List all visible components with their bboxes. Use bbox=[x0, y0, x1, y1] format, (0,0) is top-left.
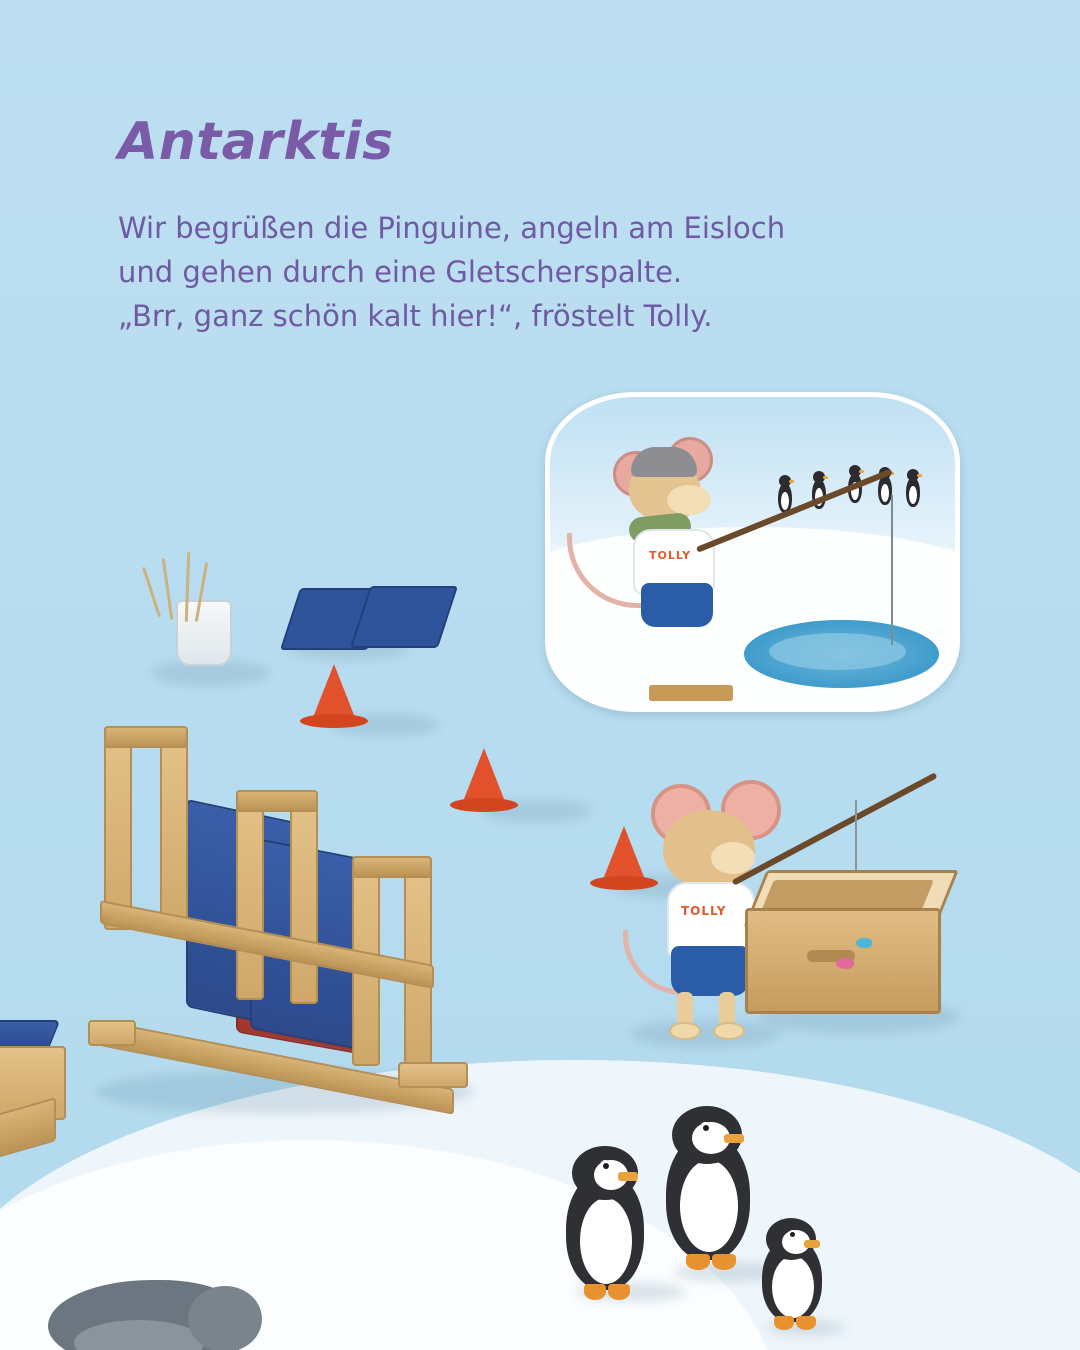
mouse-leg-left bbox=[677, 992, 693, 1026]
mouse-foot-right bbox=[713, 1022, 745, 1040]
wooden-stool bbox=[649, 685, 733, 701]
shirt-logo-text: TOLLY bbox=[681, 904, 727, 918]
penguin-center bbox=[666, 1134, 750, 1260]
stick bbox=[162, 558, 174, 620]
mouse-foot-left bbox=[669, 1022, 701, 1040]
frame-crossbar bbox=[352, 856, 432, 878]
stick bbox=[142, 567, 161, 617]
photo-mouse-tolly bbox=[605, 437, 755, 647]
frame-crossbar bbox=[236, 790, 318, 812]
subtitle-line-1: Wir begrüßen die Pinguine, angeln am Eisloch bbox=[118, 211, 786, 245]
frame-crossbar bbox=[104, 726, 188, 748]
page-title: Antarktis bbox=[118, 112, 394, 172]
seal-head bbox=[188, 1286, 262, 1350]
corner-wooden-box bbox=[0, 1020, 120, 1150]
frame-post bbox=[104, 726, 132, 930]
frame-post bbox=[160, 736, 188, 936]
penguin-left bbox=[566, 1172, 644, 1290]
frame-foot bbox=[398, 1062, 468, 1088]
wooden-crate bbox=[745, 870, 945, 1020]
mouse-shorts bbox=[641, 583, 713, 627]
frame-post bbox=[290, 800, 318, 1004]
mouse-leg-right bbox=[719, 992, 735, 1026]
page-subtitle bbox=[118, 206, 948, 338]
subtitle-line-2: und gehen durch eine Gletscherspalte. bbox=[118, 255, 683, 289]
toy-fish-blue bbox=[856, 938, 872, 948]
subtitle-line-3: „Brr, ganz schön kalt hier!“, fröstelt Tolly. bbox=[118, 299, 713, 333]
seal bbox=[48, 1272, 258, 1350]
mouse-shorts bbox=[671, 946, 749, 996]
photo-penguin bbox=[906, 477, 920, 507]
penguin-small bbox=[762, 1238, 822, 1322]
fishing-line bbox=[891, 495, 893, 645]
shirt-logo-text: TOLLY bbox=[649, 549, 692, 562]
mouse-cap-icon bbox=[631, 447, 697, 477]
photo-penguin bbox=[878, 475, 892, 505]
flat-square bbox=[350, 586, 458, 648]
toy-fish-pink bbox=[836, 958, 854, 969]
mouse-snout bbox=[667, 485, 711, 515]
tolly-fishing-photo bbox=[545, 392, 960, 712]
frame-post bbox=[236, 790, 264, 1000]
photo-ice-hole-highlight bbox=[769, 633, 907, 670]
